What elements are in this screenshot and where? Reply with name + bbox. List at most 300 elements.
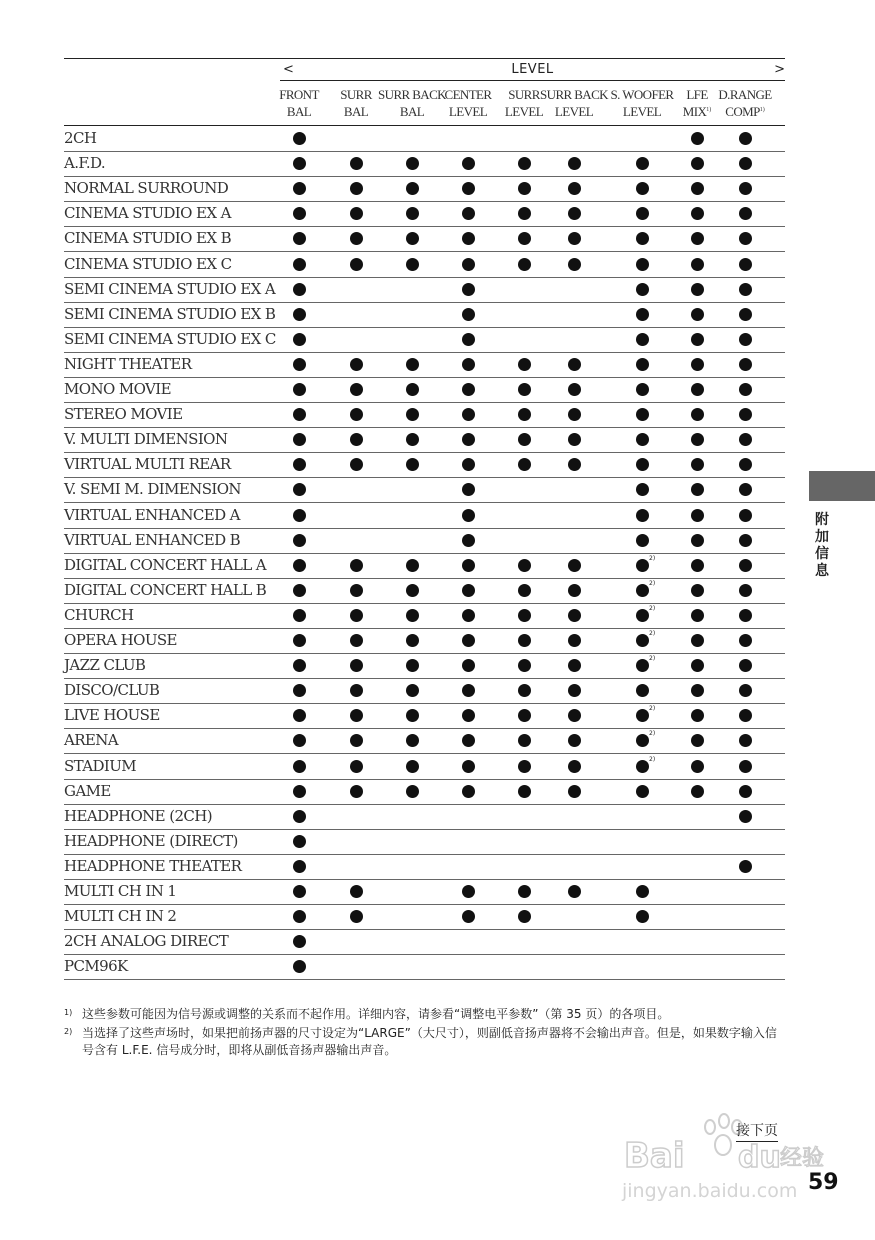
- available-dot-icon: [462, 734, 475, 747]
- watermark-jingyan: 经验: [780, 1146, 825, 1171]
- available-dot-icon: [462, 458, 475, 471]
- footnote-2: [64, 1025, 784, 1059]
- table-row: [64, 854, 785, 880]
- available-dot-icon: [406, 207, 419, 220]
- available-dot-icon: [293, 810, 306, 823]
- column-header-line2-text: LEVEL: [622, 104, 662, 119]
- available-dot-icon: [691, 609, 704, 622]
- available-dot-icon: [518, 684, 531, 697]
- available-dot-icon: [518, 659, 531, 672]
- available-dot-icon: [293, 659, 306, 672]
- available-dot-icon: [293, 258, 306, 271]
- available-dot-icon: [739, 408, 752, 421]
- column-header-line1: LFE: [686, 87, 708, 102]
- available-dot-icon: [636, 308, 649, 321]
- available-dot-icon: [406, 232, 419, 245]
- available-dot-icon: [518, 458, 531, 471]
- available-dot-icon: [636, 433, 649, 446]
- table-row: [64, 703, 785, 729]
- available-dot-icon: [636, 659, 649, 672]
- table-row: [64, 402, 785, 428]
- available-dot-icon: [691, 207, 704, 220]
- sound-field-name: V. SEMI M. DIMENSION: [64, 480, 241, 499]
- available-dot-icon: [636, 885, 649, 898]
- available-dot-icon: [293, 207, 306, 220]
- side-label: 附加信息: [815, 512, 829, 579]
- column-header-line1: SURR BACK: [378, 87, 446, 102]
- available-dot-icon: [739, 308, 752, 321]
- available-dot-icon: [350, 207, 363, 220]
- available-dot-icon: [568, 458, 581, 471]
- available-dot-icon: [462, 659, 475, 672]
- available-dot-icon: [739, 132, 752, 145]
- dot-footnote-marker: 2): [649, 604, 656, 612]
- available-dot-icon: [293, 534, 306, 547]
- available-dot-icon: [518, 634, 531, 647]
- available-dot-icon: [739, 333, 752, 346]
- available-dot-icon: [636, 483, 649, 496]
- available-dot-icon: [293, 584, 306, 597]
- available-dot-icon: [350, 232, 363, 245]
- available-dot-icon: [406, 659, 419, 672]
- column-header: [539, 86, 609, 120]
- available-dot-icon: [568, 885, 581, 898]
- available-dot-icon: [739, 258, 752, 271]
- available-dot-icon: [406, 258, 419, 271]
- available-dot-icon: [691, 157, 704, 170]
- available-dot-icon: [739, 785, 752, 798]
- sound-field-name: DIGITAL CONCERT HALL B: [64, 580, 267, 599]
- available-dot-icon: [350, 408, 363, 421]
- level-underline: [280, 80, 785, 81]
- available-dot-icon: [518, 408, 531, 421]
- available-dot-icon: [518, 885, 531, 898]
- dot-footnote-marker: 2): [649, 630, 656, 637]
- available-dot-icon: [568, 207, 581, 220]
- available-dot-icon: [636, 760, 649, 773]
- paw-pad-icon: [715, 1135, 731, 1155]
- available-dot-icon: [406, 785, 419, 798]
- available-dot-icon: [691, 534, 704, 547]
- column-header-line1: FRONT: [279, 87, 319, 102]
- available-dot-icon: [691, 684, 704, 697]
- column-header-line2-text: BAL: [399, 104, 425, 119]
- available-dot-icon: [568, 383, 581, 396]
- available-dot-icon: [636, 458, 649, 471]
- column-header-line1: SURR: [340, 87, 372, 102]
- available-dot-icon: [739, 483, 752, 496]
- sound-field-name: NORMAL SURROUND: [64, 179, 229, 198]
- available-dot-icon: [739, 232, 752, 245]
- sound-field-name: 2CH ANALOG DIRECT: [64, 932, 229, 951]
- available-dot-icon: [691, 634, 704, 647]
- table-row: [64, 754, 785, 780]
- footnote-text: 当选择了这些声场时，如果把前扬声器的尺寸设定为“LARGE”（大尺寸），则副低音扬声器将不会输出声音。但是，如果数字输入信号含有 L.F.E. 信号成分时，即将从副低音扬声器输出声音。: [82, 1026, 777, 1057]
- available-dot-icon: [518, 157, 531, 170]
- footnote-text: 这些参数可能因为信号源或调整的关系而不起作用。详细内容，请参看“调整电平参数”（第 35 页）的各项目。: [82, 1007, 670, 1021]
- available-dot-icon: [739, 860, 752, 873]
- available-dot-icon: [636, 509, 649, 522]
- available-dot-icon: [350, 885, 363, 898]
- available-dot-icon: [462, 358, 475, 371]
- sound-field-name: MULTI CH IN 2: [64, 907, 177, 926]
- available-dot-icon: [350, 584, 363, 597]
- available-dot-icon: [350, 433, 363, 446]
- table-row: [64, 628, 785, 654]
- sound-field-name: VIRTUAL ENHANCED A: [64, 505, 240, 524]
- available-dot-icon: [293, 785, 306, 798]
- side-tab: [809, 471, 875, 501]
- available-dot-icon: [518, 232, 531, 245]
- available-dot-icon: [350, 684, 363, 697]
- available-dot-icon: [739, 207, 752, 220]
- table-row: [64, 352, 785, 378]
- available-dot-icon: [518, 207, 531, 220]
- available-dot-icon: [406, 433, 419, 446]
- available-dot-icon: [518, 433, 531, 446]
- table-row: [64, 829, 785, 855]
- dot-footnote-marker: 2): [649, 755, 656, 763]
- available-dot-icon: [739, 584, 752, 597]
- available-dot-icon: [739, 734, 752, 747]
- available-dot-icon: [691, 433, 704, 446]
- available-dot-icon: [691, 408, 704, 421]
- available-dot-icon: [462, 283, 475, 296]
- available-dot-icon: [350, 609, 363, 622]
- available-dot-icon: [636, 283, 649, 296]
- sound-field-name: SEMI CINEMA STUDIO EX B: [64, 304, 276, 323]
- available-dot-icon: [293, 935, 306, 948]
- available-dot-icon: [518, 609, 531, 622]
- watermark-bai: Bai: [624, 1136, 685, 1176]
- available-dot-icon: [293, 734, 306, 747]
- available-dot-icon: [462, 182, 475, 195]
- available-dot-icon: [691, 232, 704, 245]
- available-dot-icon: [293, 760, 306, 773]
- table-row: [64, 477, 785, 503]
- available-dot-icon: [691, 509, 704, 522]
- available-dot-icon: [462, 509, 475, 522]
- table-row: [64, 528, 785, 554]
- table-row: [64, 954, 785, 980]
- column-header-line2-text: BAL: [286, 104, 312, 119]
- available-dot-icon: [691, 333, 704, 346]
- column-header-line1: CENTER: [444, 87, 492, 102]
- available-dot-icon: [568, 258, 581, 271]
- available-dot-icon: [636, 157, 649, 170]
- available-dot-icon: [293, 634, 306, 647]
- available-dot-icon: [350, 157, 363, 170]
- available-dot-icon: [739, 157, 752, 170]
- footnote-marker: 1): [64, 1008, 73, 1017]
- available-dot-icon: [636, 609, 649, 622]
- available-dot-icon: [293, 559, 306, 572]
- available-dot-icon: [568, 559, 581, 572]
- available-dot-icon: [518, 182, 531, 195]
- available-dot-icon: [518, 258, 531, 271]
- sound-field-name: NIGHT THEATER: [64, 354, 192, 373]
- available-dot-icon: [568, 760, 581, 773]
- available-dot-icon: [568, 634, 581, 647]
- available-dot-icon: [293, 132, 306, 145]
- available-dot-icon: [739, 283, 752, 296]
- sound-field-name: JAZZ CLUB: [64, 656, 146, 675]
- available-dot-icon: [691, 559, 704, 572]
- table-row: [64, 252, 785, 278]
- available-dot-icon: [518, 709, 531, 722]
- table-row: [64, 678, 785, 704]
- available-dot-icon: [350, 659, 363, 672]
- available-dot-icon: [568, 709, 581, 722]
- available-dot-icon: [518, 785, 531, 798]
- sound-field-name: CINEMA STUDIO EX B: [64, 229, 231, 248]
- available-dot-icon: [636, 534, 649, 547]
- available-dot-icon: [636, 358, 649, 371]
- available-dot-icon: [293, 157, 306, 170]
- available-dot-icon: [518, 760, 531, 773]
- available-dot-icon: [293, 232, 306, 245]
- available-dot-icon: [636, 258, 649, 271]
- available-dot-icon: [739, 634, 752, 647]
- available-dot-icon: [406, 634, 419, 647]
- sound-field-name: MULTI CH IN 1: [64, 882, 177, 900]
- column-header-line2-text: LEVEL: [504, 104, 544, 119]
- available-dot-icon: [406, 458, 419, 471]
- available-dot-icon: [636, 910, 649, 923]
- available-dot-icon: [293, 383, 306, 396]
- column-header-line2-text: LEVEL: [554, 104, 594, 119]
- dot-footnote-marker: 2): [649, 554, 656, 562]
- table-row: [64, 503, 785, 529]
- available-dot-icon: [350, 785, 363, 798]
- column-header-line2: [710, 103, 780, 120]
- available-dot-icon: [293, 910, 306, 923]
- available-dot-icon: [636, 559, 649, 572]
- footnote-marker: 2): [64, 1027, 73, 1036]
- available-dot-icon: [293, 182, 306, 195]
- table-row: [64, 176, 785, 202]
- available-dot-icon: [350, 559, 363, 572]
- available-dot-icon: [518, 910, 531, 923]
- available-dot-icon: [406, 584, 419, 597]
- available-dot-icon: [518, 358, 531, 371]
- sound-field-name: STADIUM: [64, 756, 137, 775]
- column-header-line2-text: COMP: [725, 104, 760, 119]
- available-dot-icon: [406, 734, 419, 747]
- available-dot-icon: [293, 684, 306, 697]
- available-dot-icon: [406, 609, 419, 622]
- available-dot-icon: [293, 483, 306, 496]
- column-header-line1: S. WOOFER: [610, 87, 674, 102]
- available-dot-icon: [739, 433, 752, 446]
- table-row: [64, 427, 785, 453]
- table-row: [64, 327, 785, 353]
- available-dot-icon: [691, 458, 704, 471]
- available-dot-icon: [293, 458, 306, 471]
- available-dot-icon: [568, 734, 581, 747]
- column-header-line2: [539, 103, 609, 120]
- available-dot-icon: [691, 132, 704, 145]
- available-dot-icon: [636, 182, 649, 195]
- available-dot-icon: [636, 383, 649, 396]
- available-dot-icon: [739, 760, 752, 773]
- available-dot-icon: [350, 383, 363, 396]
- available-dot-icon: [293, 885, 306, 898]
- sound-field-name: MONO MOVIE: [64, 380, 171, 398]
- available-dot-icon: [568, 433, 581, 446]
- sound-field-name: 2CH: [64, 129, 97, 147]
- available-dot-icon: [739, 458, 752, 471]
- table-row: [64, 779, 785, 805]
- available-dot-icon: [691, 734, 704, 747]
- sound-field-name: CINEMA STUDIO EX A: [64, 204, 231, 223]
- available-dot-icon: [406, 559, 419, 572]
- available-dot-icon: [636, 333, 649, 346]
- table-row: [64, 151, 785, 177]
- available-dot-icon: [462, 483, 475, 496]
- sound-field-name: CHURCH: [64, 605, 134, 624]
- available-dot-icon: [739, 609, 752, 622]
- sound-field-name: HEADPHONE (DIRECT): [64, 831, 238, 850]
- available-dot-icon: [462, 785, 475, 798]
- column-header-line2-text: MIX: [682, 104, 707, 119]
- sound-field-name: GAME: [64, 781, 111, 800]
- paw-toe-icon: [705, 1120, 715, 1134]
- table-row: [64, 302, 785, 328]
- sound-field-name: ARENA: [64, 731, 119, 750]
- available-dot-icon: [462, 760, 475, 773]
- table-row: [64, 904, 785, 930]
- available-dot-icon: [293, 433, 306, 446]
- available-dot-icon: [739, 659, 752, 672]
- available-dot-icon: [406, 684, 419, 697]
- available-dot-icon: [691, 659, 704, 672]
- available-dot-icon: [350, 182, 363, 195]
- footnotes: [64, 1006, 784, 1061]
- left-arrow-icon: <: [283, 62, 294, 77]
- table-row: [64, 452, 785, 478]
- available-dot-icon: [293, 358, 306, 371]
- available-dot-icon: [568, 408, 581, 421]
- sound-field-name: HEADPHONE THEATER: [64, 856, 242, 875]
- available-dot-icon: [739, 709, 752, 722]
- available-dot-icon: [293, 283, 306, 296]
- available-dot-icon: [636, 684, 649, 697]
- available-dot-icon: [462, 534, 475, 547]
- column-header-line1: SURR BACK: [540, 87, 608, 102]
- available-dot-icon: [350, 634, 363, 647]
- available-dot-icon: [462, 258, 475, 271]
- available-dot-icon: [293, 609, 306, 622]
- available-dot-icon: [739, 182, 752, 195]
- sound-field-name: CINEMA STUDIO EX C: [64, 254, 232, 273]
- available-dot-icon: [350, 358, 363, 371]
- available-dot-icon: [293, 509, 306, 522]
- watermark-logo: [620, 1105, 830, 1205]
- available-dot-icon: [691, 308, 704, 321]
- level-header: [280, 62, 785, 80]
- available-dot-icon: [462, 232, 475, 245]
- available-dot-icon: [462, 609, 475, 622]
- table-row: [64, 377, 785, 403]
- column-header-line2-text: BAL: [343, 104, 369, 119]
- right-arrow-icon: >: [774, 62, 785, 77]
- available-dot-icon: [691, 283, 704, 296]
- available-dot-icon: [568, 157, 581, 170]
- sound-field-name: LIVE HOUSE: [64, 706, 160, 725]
- available-dot-icon: [462, 383, 475, 396]
- available-dot-icon: [293, 860, 306, 873]
- available-dot-icon: [406, 358, 419, 371]
- available-dot-icon: [406, 383, 419, 396]
- sound-field-name: PCM96K: [64, 957, 128, 976]
- column-header-line2-text: LEVEL: [448, 104, 488, 119]
- available-dot-icon: [462, 559, 475, 572]
- table-row: [64, 578, 785, 604]
- watermark-du: du: [738, 1140, 781, 1175]
- available-dot-icon: [691, 760, 704, 773]
- available-dot-icon: [636, 232, 649, 245]
- available-dot-icon: [293, 408, 306, 421]
- available-dot-icon: [350, 709, 363, 722]
- available-dot-icon: [350, 258, 363, 271]
- available-dot-icon: [462, 634, 475, 647]
- dot-footnote-marker: 2): [649, 655, 656, 663]
- column-header-line1: SURR: [508, 87, 540, 102]
- available-dot-icon: [636, 785, 649, 798]
- sound-field-name: VIRTUAL MULTI REAR: [64, 455, 231, 474]
- column-header-footnote: 1): [759, 107, 765, 113]
- available-dot-icon: [568, 785, 581, 798]
- available-dot-icon: [691, 709, 704, 722]
- level-label: LEVEL: [511, 62, 554, 77]
- paw-toe-icon: [719, 1114, 729, 1128]
- page-number: 59: [808, 1170, 839, 1195]
- available-dot-icon: [739, 509, 752, 522]
- available-dot-icon: [462, 408, 475, 421]
- column-header-footnote: 1): [706, 107, 712, 113]
- available-dot-icon: [568, 584, 581, 597]
- available-dot-icon: [568, 232, 581, 245]
- sound-field-name: VIRTUAL ENHANCED B: [64, 530, 241, 549]
- available-dot-icon: [293, 960, 306, 973]
- available-dot-icon: [518, 734, 531, 747]
- available-dot-icon: [739, 383, 752, 396]
- available-dot-icon: [293, 308, 306, 321]
- available-dot-icon: [406, 760, 419, 773]
- table-row: [64, 553, 785, 579]
- available-dot-icon: [350, 910, 363, 923]
- available-dot-icon: [406, 709, 419, 722]
- column-header-line1: D.RANGE: [718, 87, 772, 102]
- sound-field-name: V. MULTI DIMENSION: [64, 430, 228, 449]
- sound-field-name: STEREO MOVIE: [64, 405, 183, 424]
- table-row: [64, 201, 785, 227]
- next-page-link[interactable]: 接下页: [736, 1120, 778, 1142]
- available-dot-icon: [462, 885, 475, 898]
- table-row: [64, 603, 785, 629]
- available-dot-icon: [406, 408, 419, 421]
- available-dot-icon: [636, 584, 649, 597]
- sound-field-name: DISCO/CLUB: [64, 681, 160, 700]
- available-dot-icon: [568, 684, 581, 697]
- available-dot-icon: [691, 358, 704, 371]
- watermark-url: jingyan.baidu.com: [622, 1180, 798, 1202]
- available-dot-icon: [636, 207, 649, 220]
- available-dot-icon: [568, 659, 581, 672]
- available-dot-icon: [462, 433, 475, 446]
- table-row: [64, 929, 785, 955]
